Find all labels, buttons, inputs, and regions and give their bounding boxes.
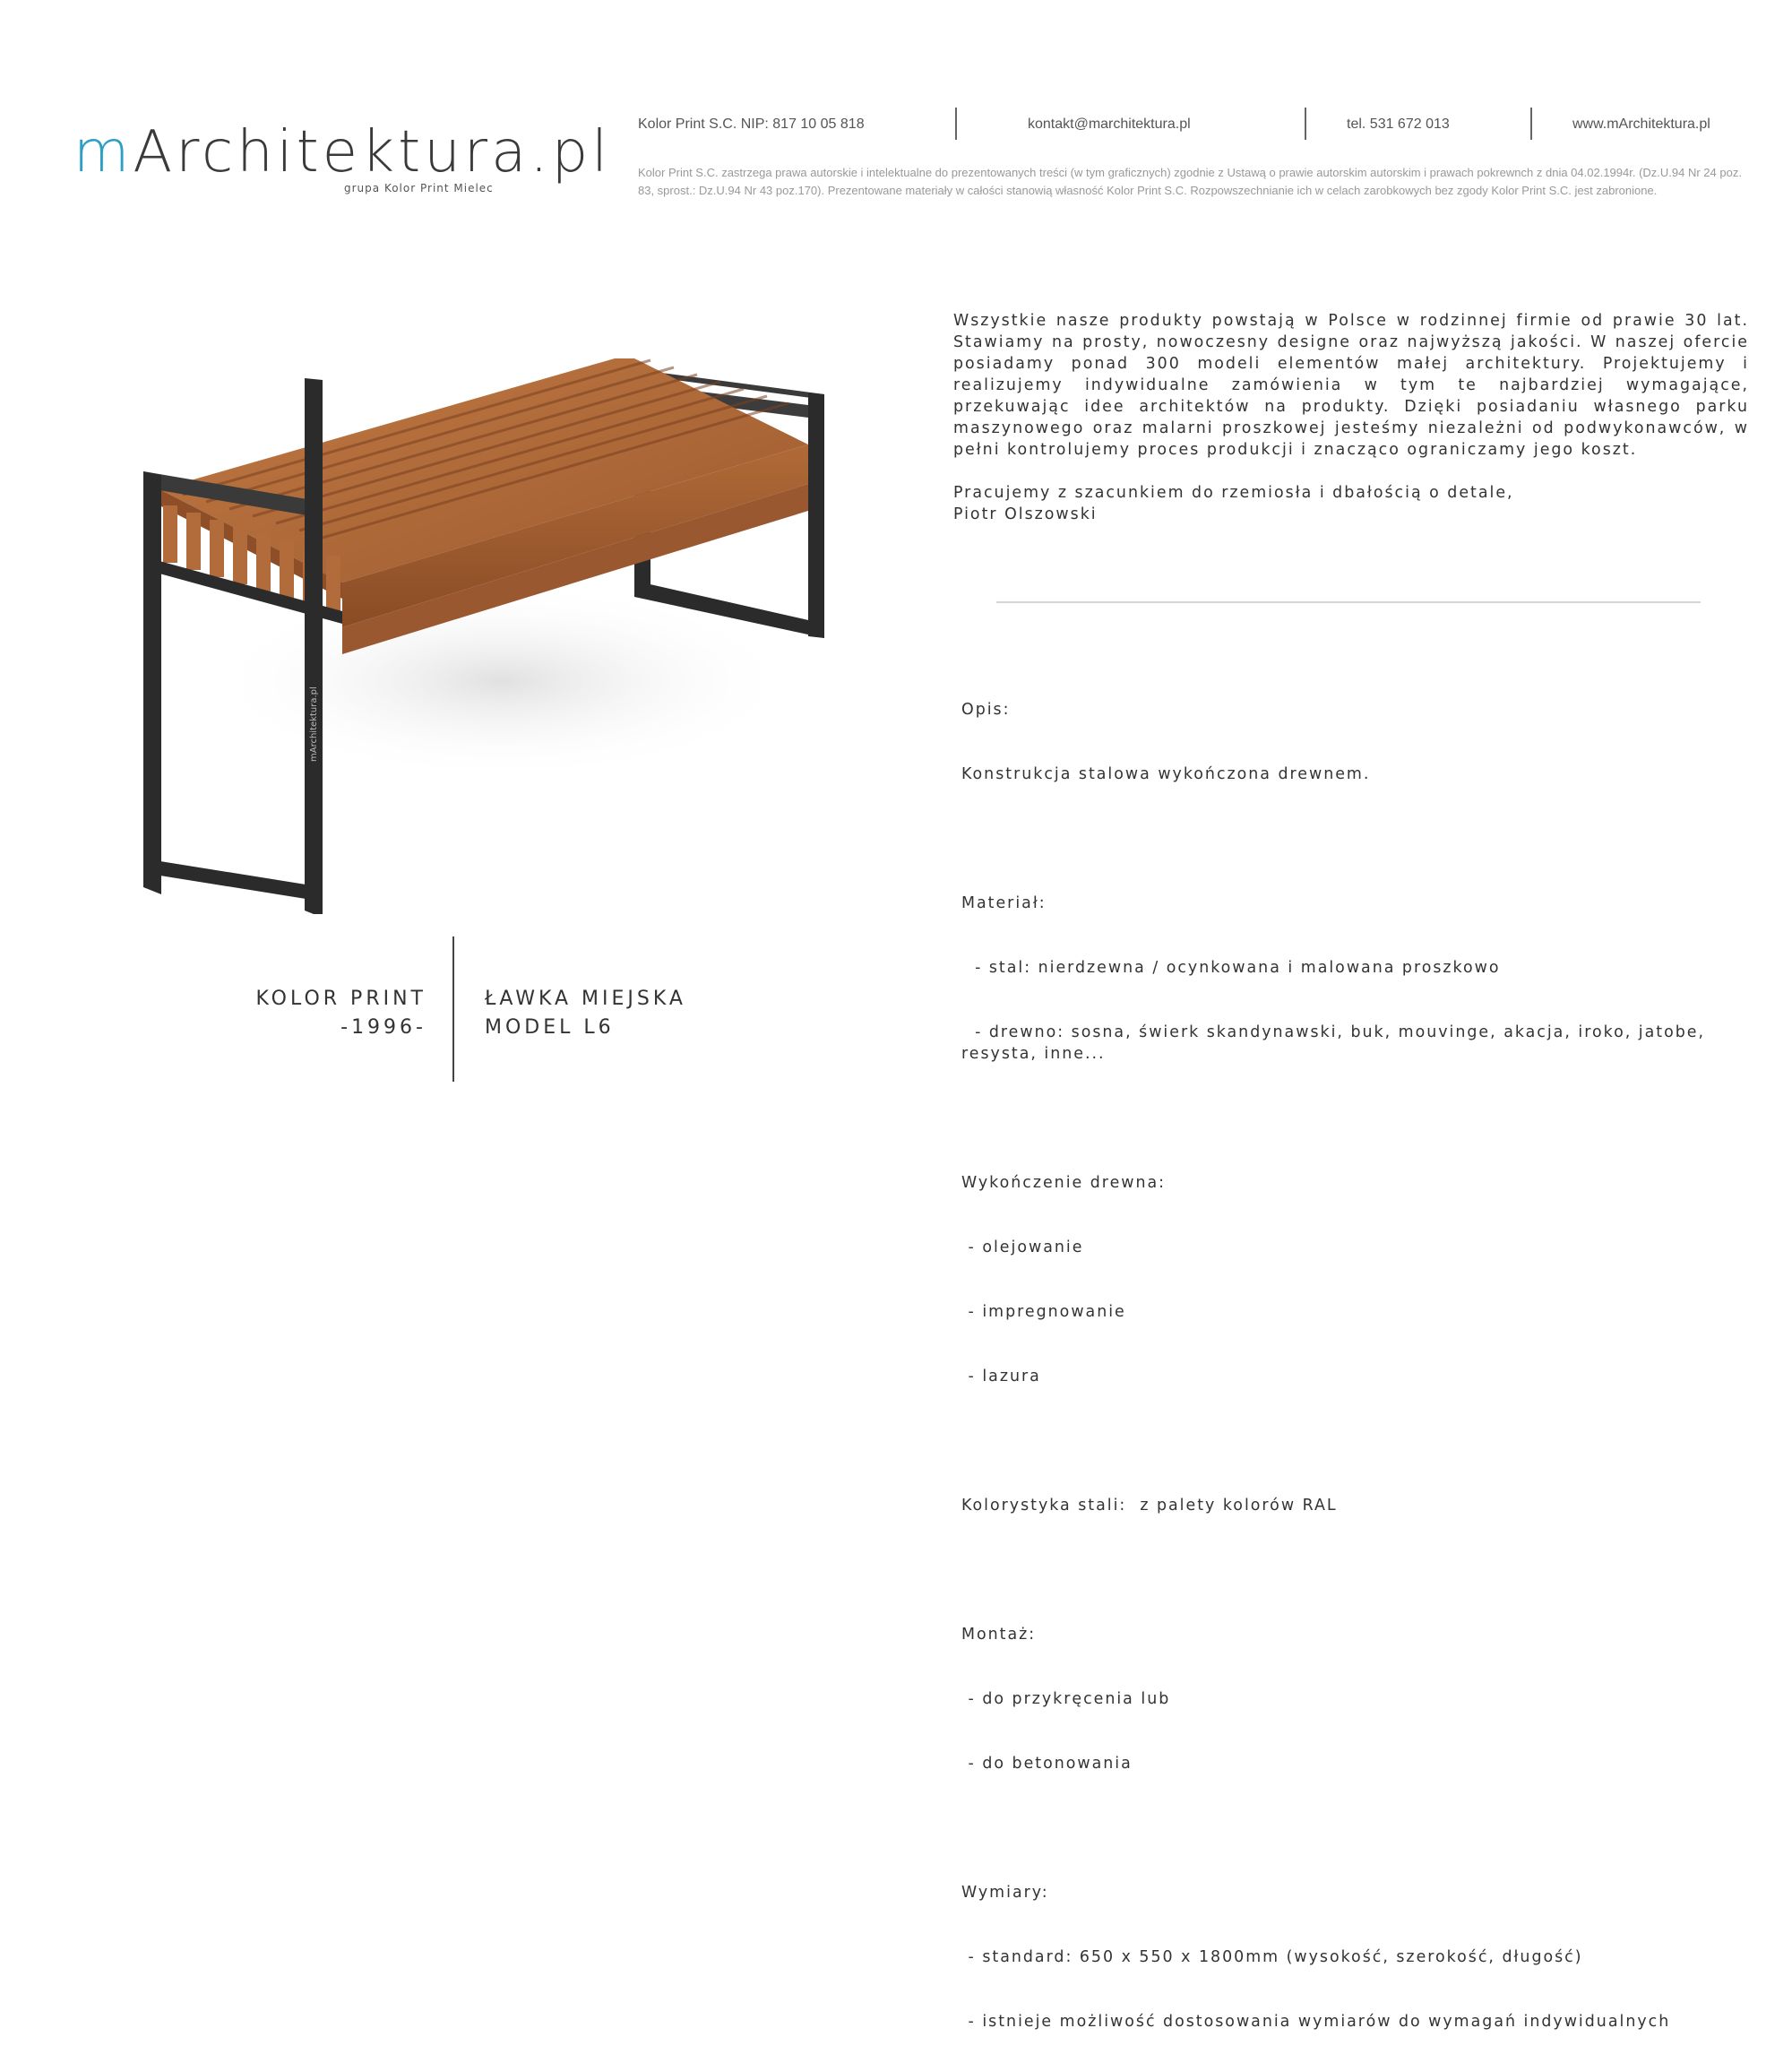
intro-signature: Piotr Olszowski xyxy=(953,505,1098,523)
contact-phone[interactable]: tel. 531 672 013 xyxy=(1347,117,1450,132)
spec-color: Kolorystyka stali: z palety kolorów RAL xyxy=(961,1497,1338,1515)
spec-dimensions-item: - standard: 650 x 550 x 1800mm (wysokość, szerokość, długość) xyxy=(961,1948,1583,1966)
brand-year: -1996- xyxy=(340,1016,426,1039)
intro-paragraph: Wszystkie nasze produkty powstają w Polsce w rodzinnej firmie od prawie 30 lat. Stawiamy na prosty, nowoczesny designe oraz najwyższą jakości. W naszej ofercie posiadamy ponad 300 modeli elementów małej architektury. Projektujemy i realizujemy indywidualne zamówienia w tym te najbardziej wymagające, przekuwając idee architektów na produkty. Dzięki posiadaniu własnego parku maszynowego oraz malarni proszkowej jesteśmy niezależni od podwykonawców, w pełni kontrolujemy proces produkcji i znacząco ograniczamy jego koszt. xyxy=(953,312,1749,459)
bench-illustration xyxy=(143,358,842,914)
company-nip: Kolor Print S.C. NIP: 817 10 05 818 xyxy=(638,117,865,132)
intro-closing: Pracujemy z szacunkiem do rzemiosła i dbałością o detale, xyxy=(953,484,1514,502)
product-title xyxy=(485,985,686,1042)
spec-mounting-item: - do betonowania xyxy=(961,1755,1133,1773)
header-divider xyxy=(955,108,957,140)
logo-m: m xyxy=(73,119,134,186)
spec-finish-item: - impregnowanie xyxy=(961,1303,1126,1321)
logo-subtitle: grupa Kolor Print Mielec xyxy=(344,182,494,194)
logo-text: Architektura.pl xyxy=(133,119,612,186)
spec-finish-label: Wykończenie drewna: xyxy=(961,1174,1167,1192)
product-specs xyxy=(961,656,1750,2054)
spec-finish-item: - olejowanie xyxy=(961,1238,1084,1256)
spec-description: Konstrukcja stalowa wykończona drewnem. xyxy=(961,765,1371,783)
legal-notice: Kolor Print S.C. zastrzega prawa autorskie i intelektualne do prezentowanych treści (w tym graficznych) zgodnie z Ustawą o prawie autorskim autorskim i prawach pokrewnch z dnia 04.02.1994r. (Dz.U.94 Nr 24 poz. 83, sprost.: Dz.U.94 Nr 43 poz.170). Prezentowane materiały w całości stanowią własność Kolor Print S.C. Rozpowszechnianie ich w celach zarobkowych bez zgody Kolor Print S.C. jest zabronione. xyxy=(638,166,1742,197)
product-brand xyxy=(255,985,426,1042)
product-model: MODEL L6 xyxy=(485,1016,615,1039)
spec-finish-item: - lazura xyxy=(961,1368,1041,1385)
header-divider xyxy=(1530,108,1532,140)
spec-material-label: Materiał: xyxy=(961,894,1047,912)
spec-material-item: - stal: nierdzewna / ocynkowana i malowana proszkowo xyxy=(961,959,1501,977)
spec-dimensions-label: Wymiary: xyxy=(961,1884,1049,1902)
brand-logo xyxy=(73,119,612,186)
frame-engraving: mArchitektura.pl xyxy=(309,686,319,762)
spec-material-item: - drewno: sosna, świerk skandynawski, buk, mouvinge, akacja, iroko, jatobe, resysta, inne... xyxy=(961,1023,1712,1063)
product-name: ŁAWKA MIEJSKA xyxy=(485,988,686,1010)
brand-name: KOLOR PRINT xyxy=(255,988,426,1010)
header-divider xyxy=(1305,108,1306,140)
intro-text xyxy=(953,310,1749,525)
section-divider xyxy=(996,601,1701,603)
website-link[interactable]: www.mArchitektura.pl xyxy=(1572,117,1710,132)
spec-dimensions-item: - istnieje możliwość dostosowania wymiarów do wymagań indywidualnych xyxy=(961,2013,1671,2031)
contact-email[interactable]: kontakt@marchitektura.pl xyxy=(1028,117,1191,132)
caption-divider xyxy=(452,936,454,1082)
spec-description-label: Opis: xyxy=(961,701,1011,719)
spec-mounting-label: Montaż: xyxy=(961,1626,1037,1644)
spec-mounting-item: - do przykręcenia lub xyxy=(961,1690,1171,1708)
